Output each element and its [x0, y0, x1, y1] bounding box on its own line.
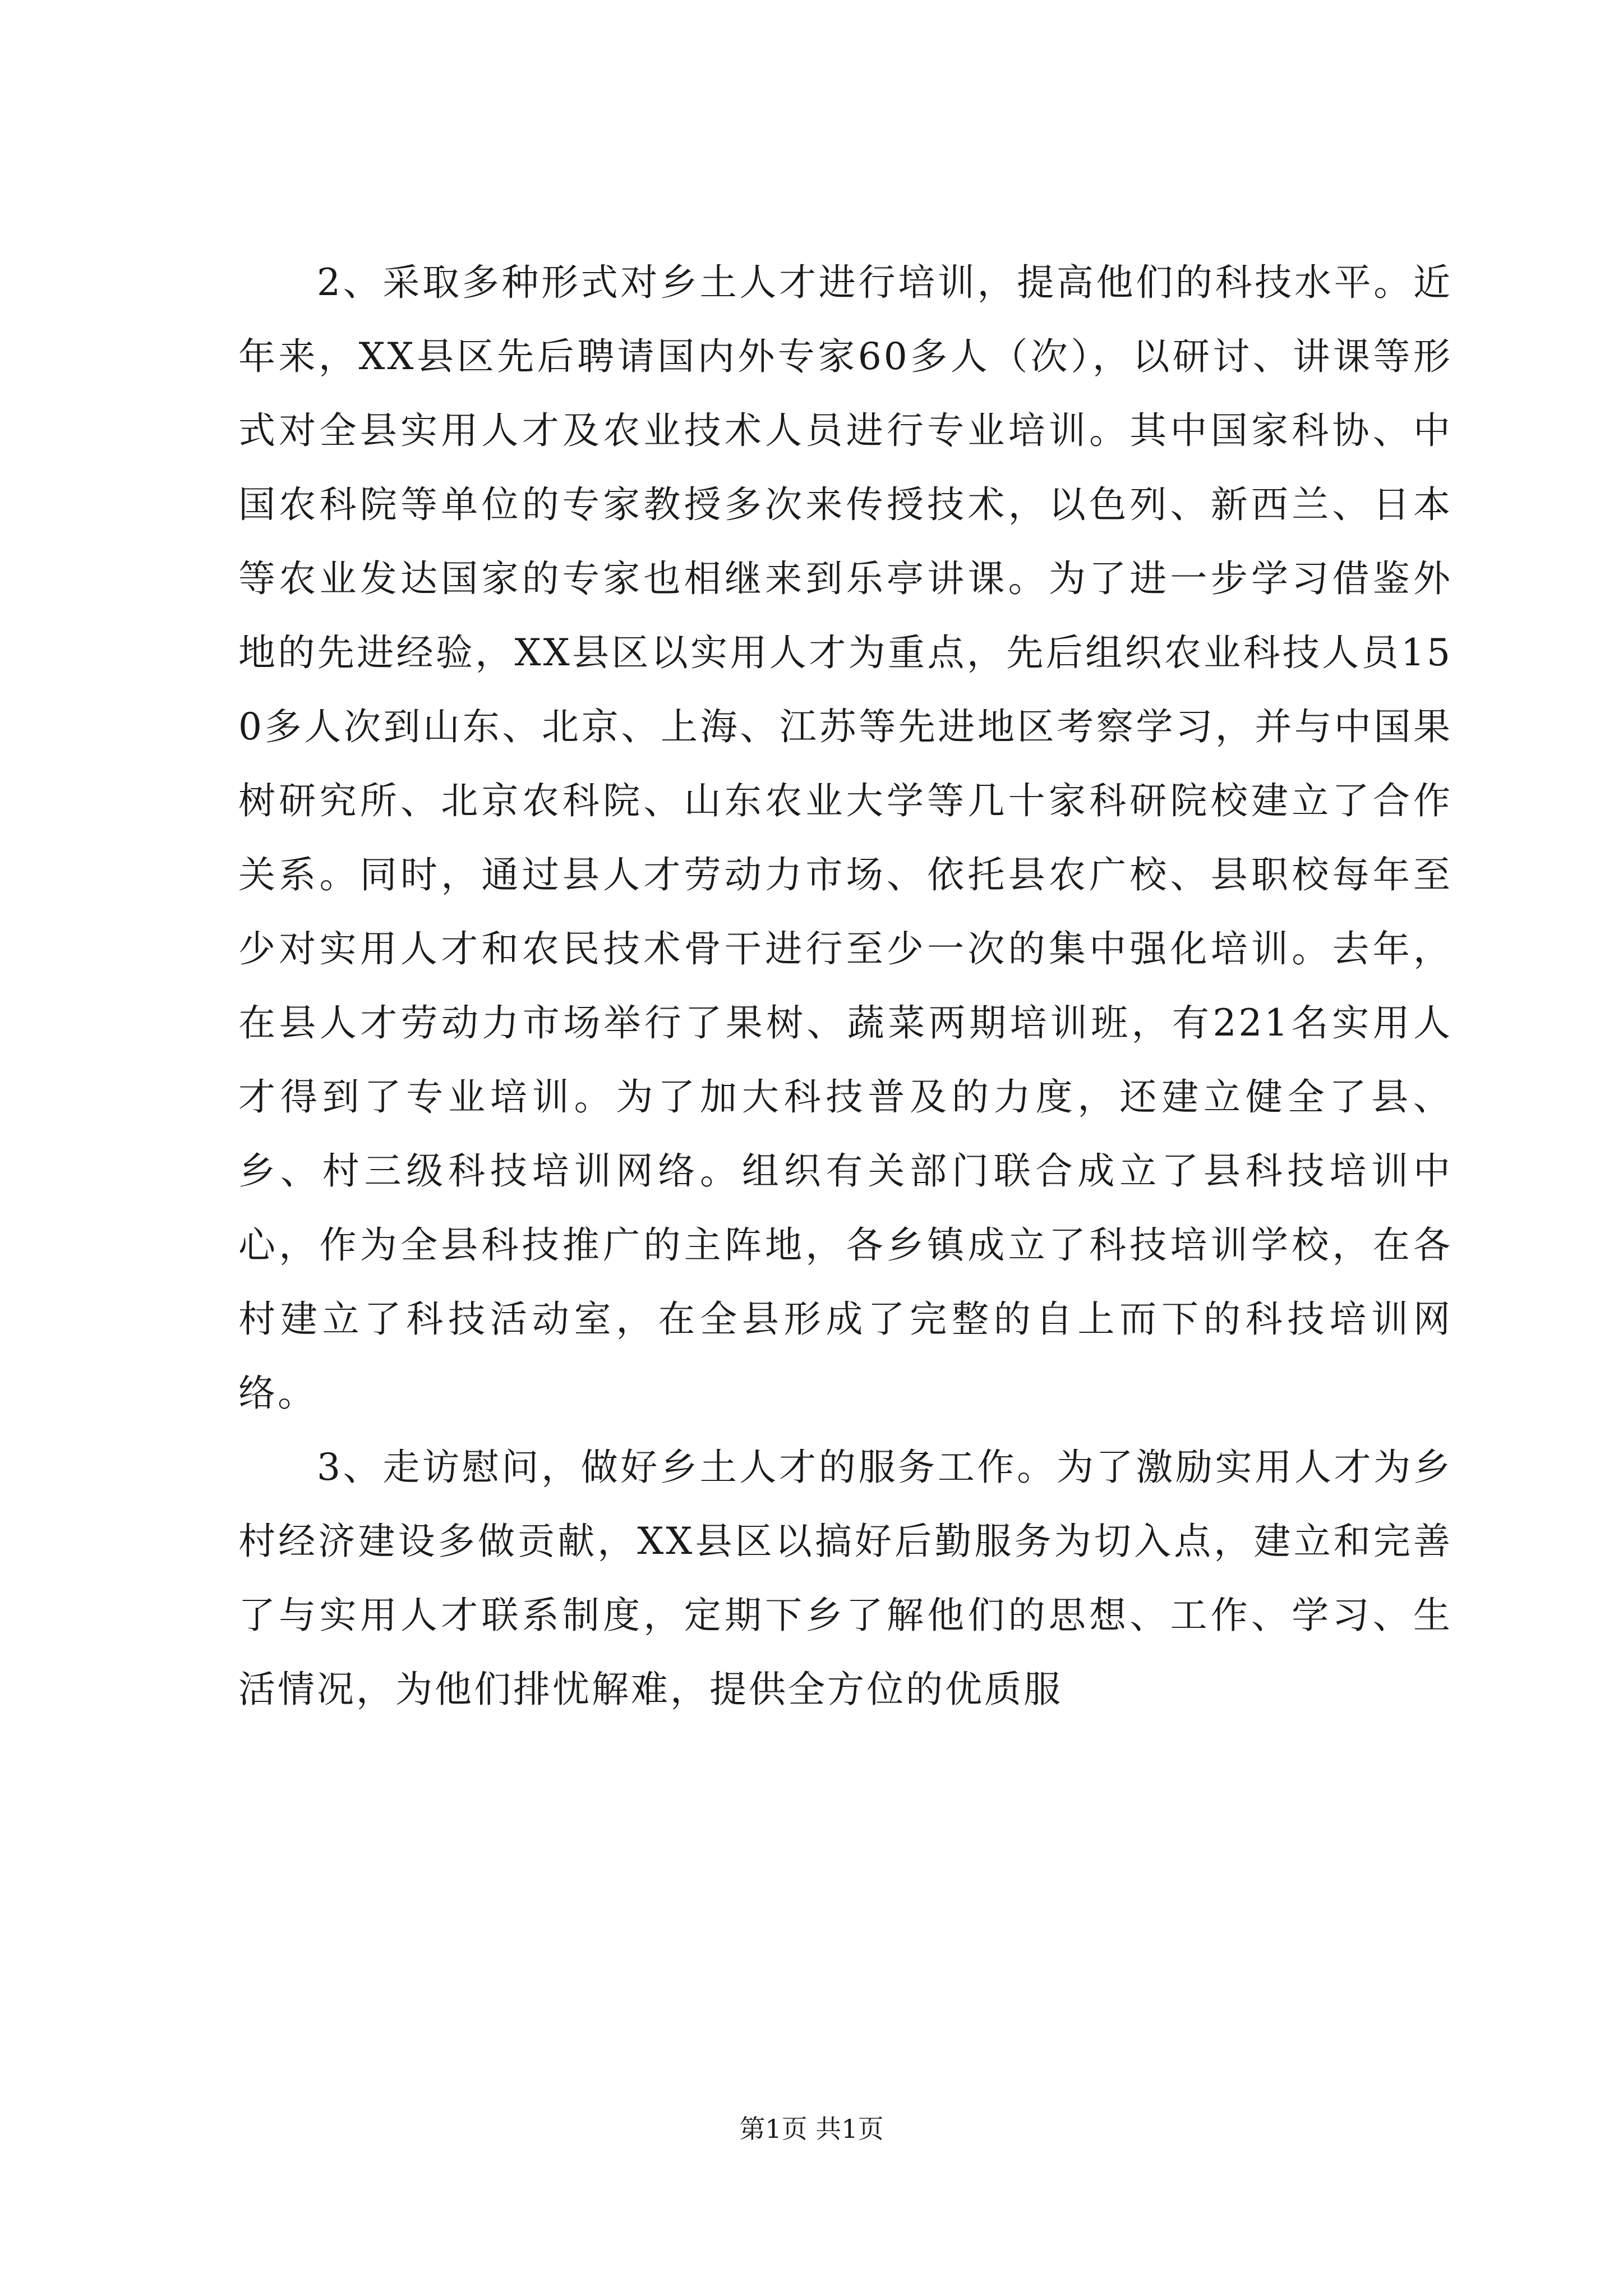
paragraph-service: 3、走访慰问，做好乡土人才的服务工作。为了激励实用人才为乡村经济建设多做贡献，XX县区以搞好后勤服务为切入点，建立和完善了与实用人才联系制度，定期下乡了解他们的思想、工作、学习、生活情况，为他们排忧解难，提供全方位的优质服 — [238, 1446, 1453, 1711]
document-body — [238, 246, 1453, 1727]
page-number-footer: 第1页 共1页 — [739, 2114, 884, 2144]
paragraph-training: 2、采取多种形式对乡土人才进行培训，提高他们的科技水平。近年来，XX县区先后聘请国内外专家60多人（次），以研讨、讲课等形式对全县实用人才及农业技术人员进行专业培训。其中国家科协、中国农科院等单位的专家教授多次来传授技术，以色列、新西兰、日本等农业发达国家的专家也相继来到乐亭讲课。为了进一步学习借鉴外地的先进经验，XX县区以实用人才为重点，先后组织农业科技人员150多人次到山东、北京、上海、江苏等先进地区考察学习，并与中国果树研究所、北京农科院、山东农业大学等几十家科研院校建立了合作关系。同时，通过县人才劳动力市场、依托县农广校、县职校每年至少对实用人才和农民技术骨干进行至少一次的集中强化培训。去年，在县人才劳动力市场举行了果树、蔬菜两期培训班，有221名实用人才得到了专业培训。为了加大科技普及的力度，还建立健全了县、乡、村三级科技培训网络。组织有关部门联合成立了县科技培训中心，作为全县科技推广的主阵地，各乡镇成立了科技培训学校，在各村建立了科技活动室，在全县形成了完整的自上而下的科技培训网络。 — [238, 261, 1453, 1415]
